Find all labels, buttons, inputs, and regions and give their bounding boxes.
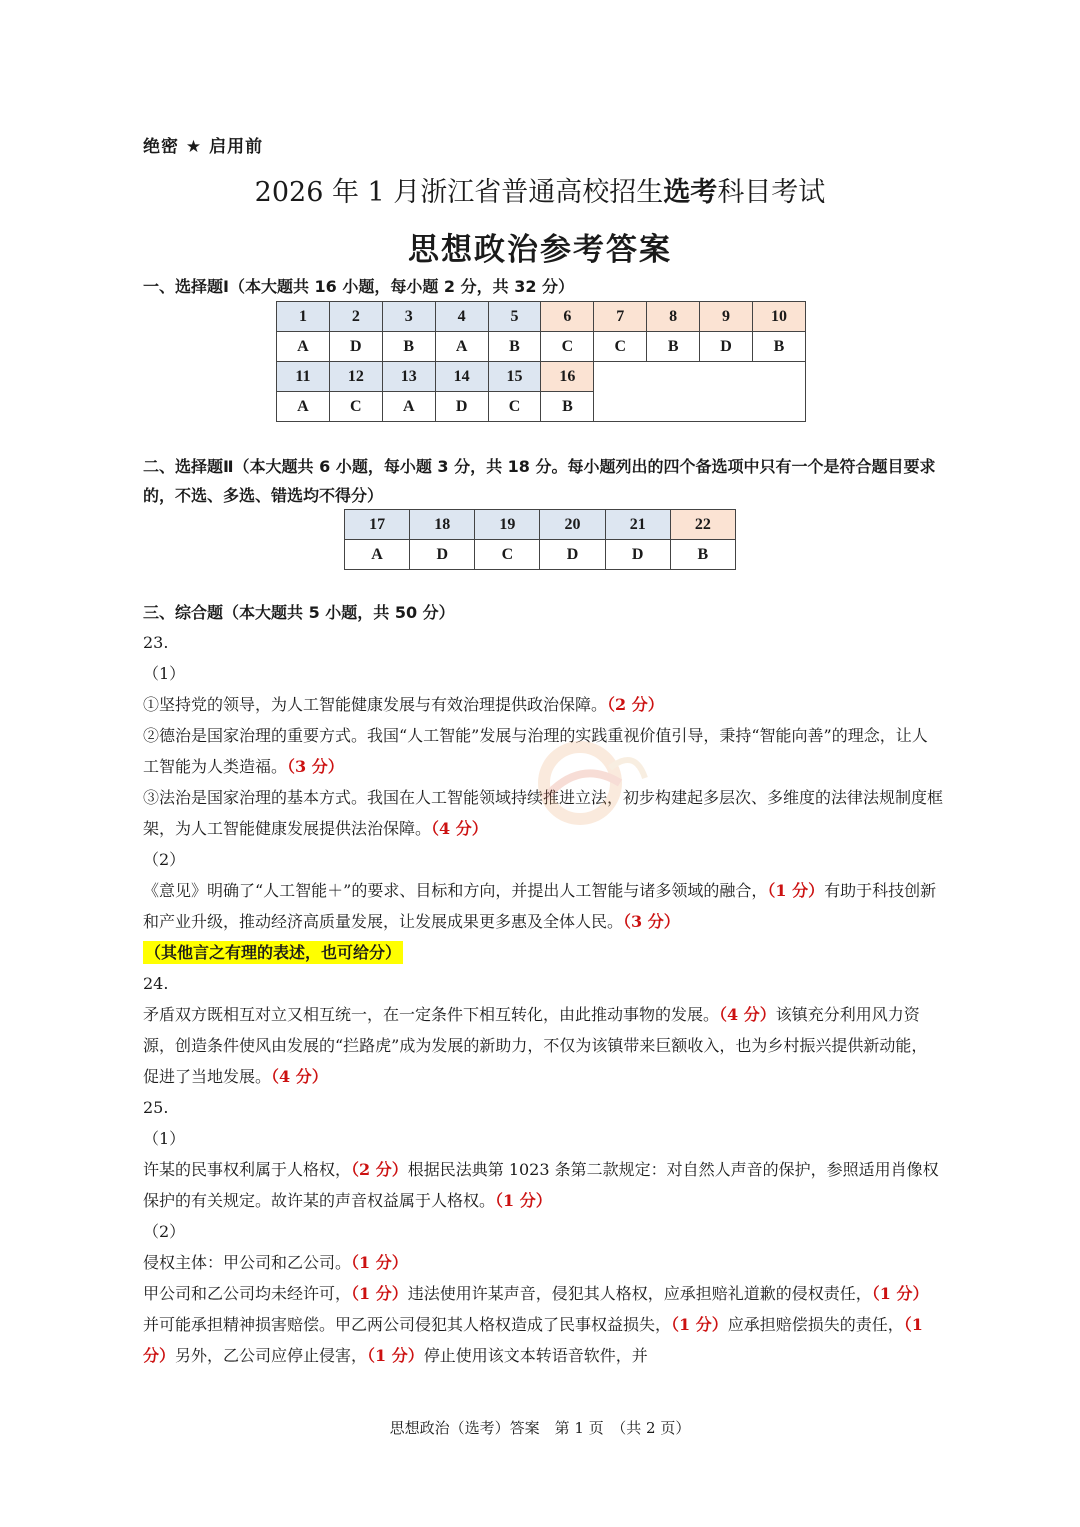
page-subtitle: 思想政治参考答案 bbox=[408, 232, 672, 268]
answer-paragraph: 《意见》明确了“人工智能＋”的要求、目标和方向，并提出人工智能与诸多领域的融合，（1 分）有助于科技创新和产业升级，推动经济高质量发展，让发展成果更多惠及全体人民。（3 分） bbox=[143, 881, 937, 931]
score-mark: （1 分） bbox=[495, 1191, 552, 1210]
sub-question-label: （1） bbox=[143, 664, 186, 683]
answer-paragraph: 甲公司和乙公司均未经许可，（1 分）违法使用许某声音，侵犯其人格权，应承担赔礼道歉的侵权责任，（1 分）并可能承担精神损害赔偿。甲乙两公司侵犯其人格权造成了民事权益损失，（1 分）应承担赔偿损失的责任，（1 分）另外，乙公司应停止侵害，（1 分）停止使用该文本转语音软件，并 bbox=[143, 1284, 929, 1365]
answer-cell: A bbox=[277, 332, 330, 362]
answer-cell: B bbox=[488, 332, 541, 362]
watermark-logo bbox=[525, 738, 655, 848]
table1-row-numbers-1 bbox=[277, 302, 806, 332]
question-number: 15 bbox=[488, 362, 541, 392]
question-number: 1 bbox=[277, 302, 330, 332]
question-number: 10 bbox=[753, 302, 806, 332]
score-mark: （1 分） bbox=[871, 1284, 929, 1303]
question-number: 12 bbox=[329, 362, 382, 392]
question-number: 11 bbox=[277, 362, 330, 392]
answer-paragraph: 矛盾双方既相互对立又相互统一，在一定条件下相互转化，由此推动事物的发展。（4 分）该镇充分利用风力资源，创造条件使风由发展的“拦路虎”成为发展的新助力，不仅为该镇带来巨额收入，也为乡村振兴提供新动能，促进了当地发展。（4 分） bbox=[143, 1005, 928, 1086]
question-number-23: 23. bbox=[143, 633, 169, 652]
table2-row-numbers bbox=[345, 510, 736, 540]
answer-paragraph: ③法治是国家治理的基本方式。我国在人工智能领域持续推进立法，初步构建起多层次、多维度的法律法规制度框架，为人工智能健康发展提供法治保障。（4 分） bbox=[143, 788, 944, 838]
question-number: 3 bbox=[382, 302, 435, 332]
question-number: 6 bbox=[541, 302, 594, 332]
answer-table-1 bbox=[276, 301, 806, 422]
section1-heading: 一、选择题Ⅰ（本大题共 16 小题，每小题 2 分，共 32 分） bbox=[143, 277, 575, 296]
question-number: 8 bbox=[647, 302, 700, 332]
score-mark: （2 分） bbox=[607, 695, 664, 714]
score-mark: （1 分） bbox=[351, 1284, 408, 1303]
sub-question-label: （2） bbox=[143, 1222, 186, 1241]
answer-cell: C bbox=[488, 392, 541, 422]
question-number: 5 bbox=[488, 302, 541, 332]
question-number: 13 bbox=[382, 362, 435, 392]
answer-cell: D bbox=[410, 540, 475, 570]
score-mark: （4 分） bbox=[271, 1067, 328, 1086]
table1-row-answers-1 bbox=[277, 332, 806, 362]
title-part-2: 科目考试 bbox=[717, 177, 826, 208]
answer-cell: B bbox=[541, 392, 594, 422]
question-number: 18 bbox=[410, 510, 475, 540]
question-number: 21 bbox=[605, 510, 670, 540]
page-footer: 思想政治（选考）答案 第 1 页 （共 2 页） bbox=[389, 1419, 691, 1437]
question-number: 19 bbox=[475, 510, 540, 540]
question-number: 9 bbox=[700, 302, 753, 332]
answer-cell: D bbox=[435, 392, 488, 422]
score-mark: （1 分） bbox=[767, 881, 825, 900]
confidential-label: 绝密 ★ 启用前 bbox=[143, 137, 264, 157]
score-mark: （4 分） bbox=[719, 1005, 776, 1024]
answer-cell: A bbox=[277, 392, 330, 422]
question-number-24: 24. bbox=[143, 974, 169, 993]
question-number: 14 bbox=[435, 362, 488, 392]
answer-cell: C bbox=[475, 540, 540, 570]
question-number: 7 bbox=[594, 302, 647, 332]
answer-paragraph: 许某的民事权利属于人格权，（2 分）根据民法典第 1023 条第二款规定：对自然人声音的保护，参照适用肖像权保护的有关规定。故许某的声音权益属于人格权。（1 分） bbox=[143, 1160, 939, 1210]
answer-cell: C bbox=[541, 332, 594, 362]
score-mark: （1 分） bbox=[367, 1346, 424, 1365]
title-part-bold: 选考 bbox=[663, 177, 718, 208]
score-mark: （1 分） bbox=[143, 1315, 923, 1365]
answer-paragraph: 侵权主体：甲公司和乙公司。（1 分） bbox=[143, 1253, 408, 1272]
question-number: 20 bbox=[540, 510, 605, 540]
empty-cell bbox=[594, 362, 806, 422]
answer-cell: B bbox=[647, 332, 700, 362]
table1-row-numbers-2 bbox=[277, 362, 806, 392]
answer-cell: A bbox=[345, 540, 410, 570]
answer-cell: C bbox=[329, 392, 382, 422]
page-title bbox=[0, 170, 1080, 209]
section2-heading: 二、选择题Ⅱ（本大题共 6 小题，每小题 3 分，共 18 分。每小题列出的四个备选项中只有一个是符合题目要求的，不选、多选、错选均不得分） bbox=[143, 457, 936, 505]
answer-cell: B bbox=[670, 540, 735, 570]
score-mark: （3 分） bbox=[623, 912, 680, 931]
table2-row-answers bbox=[345, 540, 736, 570]
answer-cell: B bbox=[382, 332, 435, 362]
answer-cell: B bbox=[753, 332, 806, 362]
section3-heading: 三、综合题（本大题共 5 小题，共 50 分） bbox=[143, 603, 455, 622]
question-number-25: 25. bbox=[143, 1098, 169, 1117]
score-mark: （1 分） bbox=[671, 1315, 728, 1334]
sub-question-label: （1） bbox=[143, 1129, 186, 1148]
title-part-1: 2026 年 1 月浙江省普通高校招生 bbox=[254, 177, 664, 208]
answer-cell: D bbox=[700, 332, 753, 362]
score-mark: （3 分） bbox=[287, 757, 344, 776]
sub-question-label: （2） bbox=[143, 850, 186, 869]
grading-note bbox=[143, 937, 943, 968]
score-mark: （4 分） bbox=[431, 819, 488, 838]
highlighted-note: （其他言之有理的表述，也可给分） bbox=[145, 943, 402, 962]
answer-cell: C bbox=[594, 332, 647, 362]
answer-table-2 bbox=[344, 509, 736, 570]
score-mark: （2 分） bbox=[351, 1160, 408, 1179]
question-number: 4 bbox=[435, 302, 488, 332]
answer-cell: D bbox=[605, 540, 670, 570]
answer-paragraph: ②德治是国家治理的重要方式。我国“人工智能”发展与治理的实践重视价值引导，秉持“智能向善”的理念，让人工智能为人类造福。（3 分） bbox=[143, 726, 928, 776]
question-number: 2 bbox=[329, 302, 382, 332]
answer-cell: D bbox=[540, 540, 605, 570]
question-number: 22 bbox=[670, 510, 735, 540]
answer-paragraph: ①坚持党的领导，为人工智能健康发展与有效治理提供政治保障。（2 分） bbox=[143, 695, 664, 714]
question-number: 17 bbox=[345, 510, 410, 540]
answer-cell: A bbox=[382, 392, 435, 422]
score-mark: （1 分） bbox=[351, 1253, 408, 1272]
answer-cell: D bbox=[329, 332, 382, 362]
answer-cell: A bbox=[435, 332, 488, 362]
question-number: 16 bbox=[541, 362, 594, 392]
